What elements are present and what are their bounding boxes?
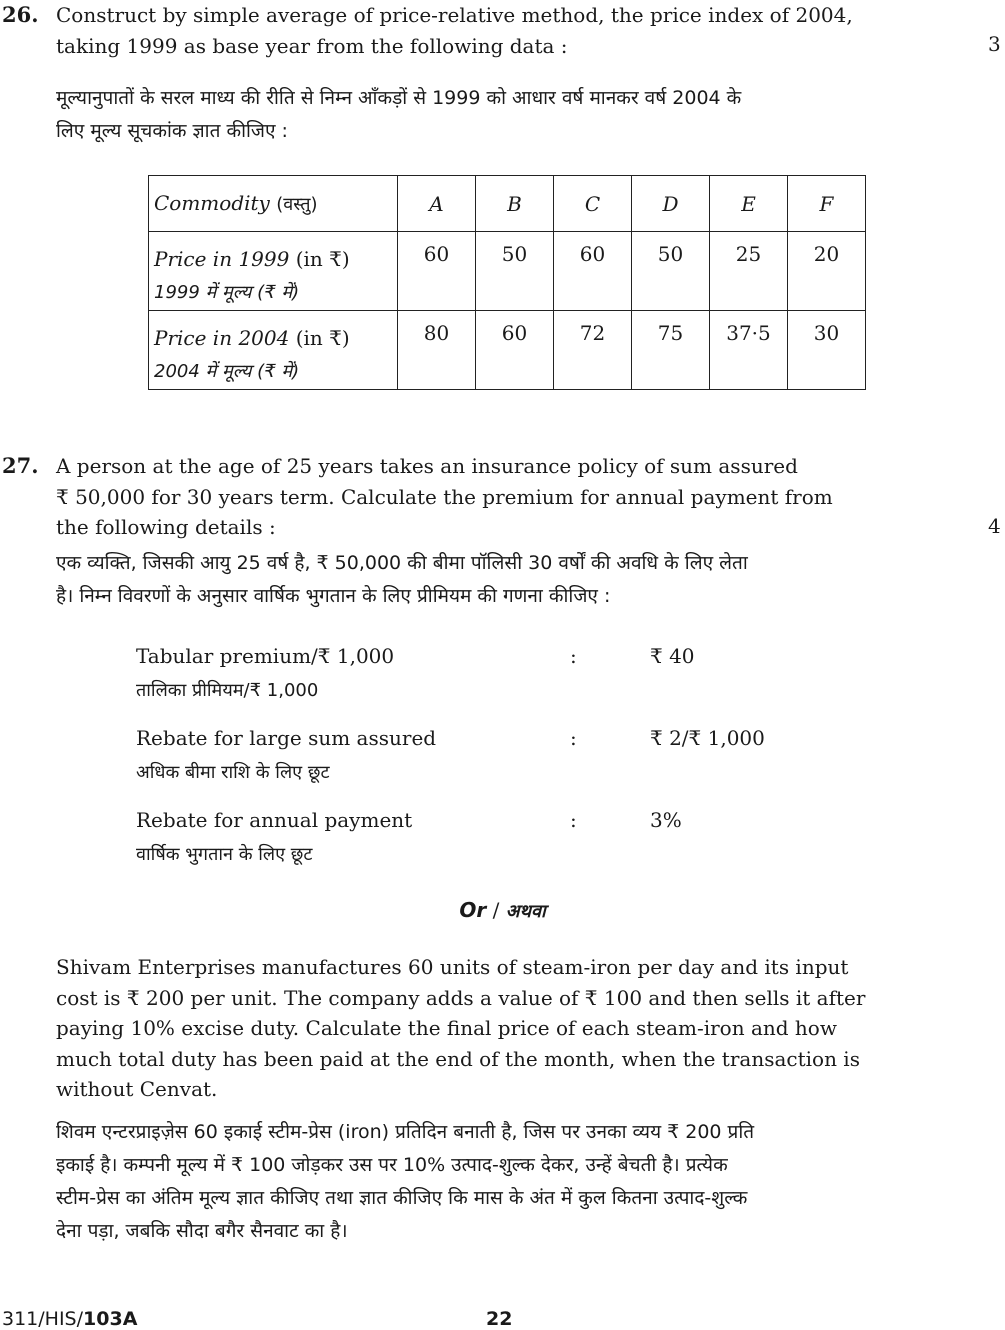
q26-text-hi-line-1: मूल्यानुपातों के सरल माध्य की रीति से निम्न आँकड़ों से 1999 को आधार वर्ष मानकर वर्ष 2004 के [56, 87, 742, 109]
table-cell: 30 [788, 311, 866, 390]
paper-code-prefix: 311/HIS/ [2, 1308, 84, 1330]
detail-value: ₹ 2/₹ 1,000 [650, 726, 765, 750]
page-number: 22 [486, 1308, 513, 1330]
question-number-27: 27. [2, 453, 39, 478]
table-row [149, 232, 866, 311]
table-cell: 50 [632, 232, 710, 311]
table-cell: 20 [788, 232, 866, 311]
q27-text-hi-line-2: है। निम्न विवरणों के अनुसार वार्षिक भुगतान के लिए प्रीमियम की गणना कीजिए : [56, 585, 611, 607]
commodity-header-a: A [398, 176, 476, 232]
q26-text-hi [56, 82, 944, 148]
alt-hi-line-1: शिवम एन्टरप्राइज़ेस 60 इकाई स्टीम-प्रेस (iron) प्रतिदिन बनाती है, जिस पर उनका व्यय ₹ 200 प्रति [56, 1121, 755, 1143]
commodity-label-hi: (वस्तु) [276, 194, 318, 215]
detail-label-en: Tabular premium/₹ 1,000 [136, 644, 395, 668]
q27-alternative-hi [56, 1116, 944, 1248]
table-cell: 72 [554, 311, 632, 390]
or-label-hi: अथवा [505, 901, 546, 922]
detail-colon: : [570, 644, 577, 668]
or-separator: / [492, 898, 500, 922]
q27-marks: 4 [988, 514, 1001, 538]
alt-hi-line-2: इकाई है। कम्पनी मूल्य में ₹ 100 जोड़कर उस पर 10% उत्पाद-शुल्क देकर, उन्हें बेचती है। प्रत्येक [56, 1154, 728, 1176]
alt-en-line-1: Shivam Enterprises manufactures 60 units of steam-iron per day and its input [56, 955, 849, 979]
row-label-hi: 2004 में मूल्य (₹ में) [154, 361, 300, 382]
row-label-2004 [149, 311, 398, 390]
price-table [148, 175, 866, 390]
table-header-row [149, 176, 866, 232]
table-cell: 80 [398, 311, 476, 390]
alt-hi-line-4: देना पड़ा, जबकि सौदा बगैर सैनवाट का है। [56, 1220, 348, 1242]
detail-label-en: Rebate for annual payment [136, 808, 413, 832]
detail-label-hi: अधिक बीमा राशि के लिए छूट [136, 762, 330, 783]
commodity-header-e: E [710, 176, 788, 232]
row-label-unit: (in ₹) [295, 247, 350, 271]
q26-marks: 3 [988, 32, 1001, 56]
alt-en-line-2: cost is ₹ 200 per unit. The company adds a value of ₹ 100 and then sells it after [56, 985, 866, 1010]
alt-en-line-3: paying 10% excise duty. Calculate the final price of each steam-iron and how [56, 1016, 837, 1040]
q26-text-hi-line-2: लिए मूल्य सूचकांक ज्ञात कीजिए : [56, 120, 288, 142]
commodity-header-cell [149, 176, 398, 232]
row-label-en: Price in 1999 [154, 247, 290, 271]
table-row [149, 311, 866, 390]
row-label-hi: 1999 में मूल्य (₹ में) [154, 282, 300, 303]
q26-text-en-line-2: taking 1999 as base year from the following data : [56, 33, 568, 58]
row-label-en: Price in 2004 [154, 326, 290, 350]
detail-colon: : [570, 808, 577, 832]
q27-text-en-line-3: the following details : [56, 515, 276, 539]
q27-alternative-en [56, 952, 944, 1105]
q26-text-en-line-1: Construct by simple average of price-relative method, the price index of 2004, [56, 3, 853, 27]
table-cell: 60 [476, 311, 554, 390]
q27-text-en [56, 451, 944, 543]
table-cell: 37·5 [710, 311, 788, 390]
commodity-header-b: B [476, 176, 554, 232]
commodity-header-d: D [632, 176, 710, 232]
q26-text-en [56, 0, 944, 61]
detail-label-hi: तालिका प्रीमियम/₹ 1,000 [136, 680, 319, 701]
alt-en-line-4: much total duty has been paid at the end of the month, when the transaction is [56, 1046, 860, 1071]
q27-text-hi [56, 547, 944, 613]
paper-code-suffix: 103A [83, 1308, 138, 1330]
detail-label-hi: वार्षिक भुगतान के लिए छूट [136, 844, 313, 865]
or-label-en: Or [459, 898, 487, 922]
q27-text-en-line-1: A person at the age of 25 years takes an insurance policy of sum assured [56, 454, 798, 478]
q27-text-hi-line-1: एक व्यक्ति, जिसकी आयु 25 वर्ष है, ₹ 50,000 की बीमा पॉलिसी 30 वर्षों की अवधि के लिए लेता [56, 552, 748, 574]
alt-hi-line-3: स्टीम-प्रेस का अंतिम मूल्य ज्ञात कीजिए तथा ज्ञात कीजिए कि मास के अंत में कुल कितना उत्पाद-शुल्क [56, 1187, 748, 1209]
row-label-unit: (in ₹) [295, 326, 350, 350]
commodity-header-f: F [788, 176, 866, 232]
question-number-26: 26. [2, 2, 39, 27]
commodity-label: Commodity [154, 191, 270, 215]
table-cell: 60 [398, 232, 476, 311]
table-cell: 60 [554, 232, 632, 311]
table-cell: 25 [710, 232, 788, 311]
table-cell: 50 [476, 232, 554, 311]
detail-label-en: Rebate for large sum assured [136, 726, 437, 750]
detail-value: ₹ 40 [650, 644, 695, 668]
detail-colon: : [570, 726, 577, 750]
row-label-1999 [149, 232, 398, 311]
paper-code [2, 1308, 137, 1330]
alt-en-line-5: without Cenvat. [56, 1077, 218, 1101]
detail-value: 3% [650, 808, 682, 832]
or-divider [0, 898, 1005, 923]
table-cell: 75 [632, 311, 710, 390]
commodity-header-c: C [554, 176, 632, 232]
q27-text-en-line-2: ₹ 50,000 for 30 years term. Calculate the premium for annual payment from [56, 484, 833, 509]
